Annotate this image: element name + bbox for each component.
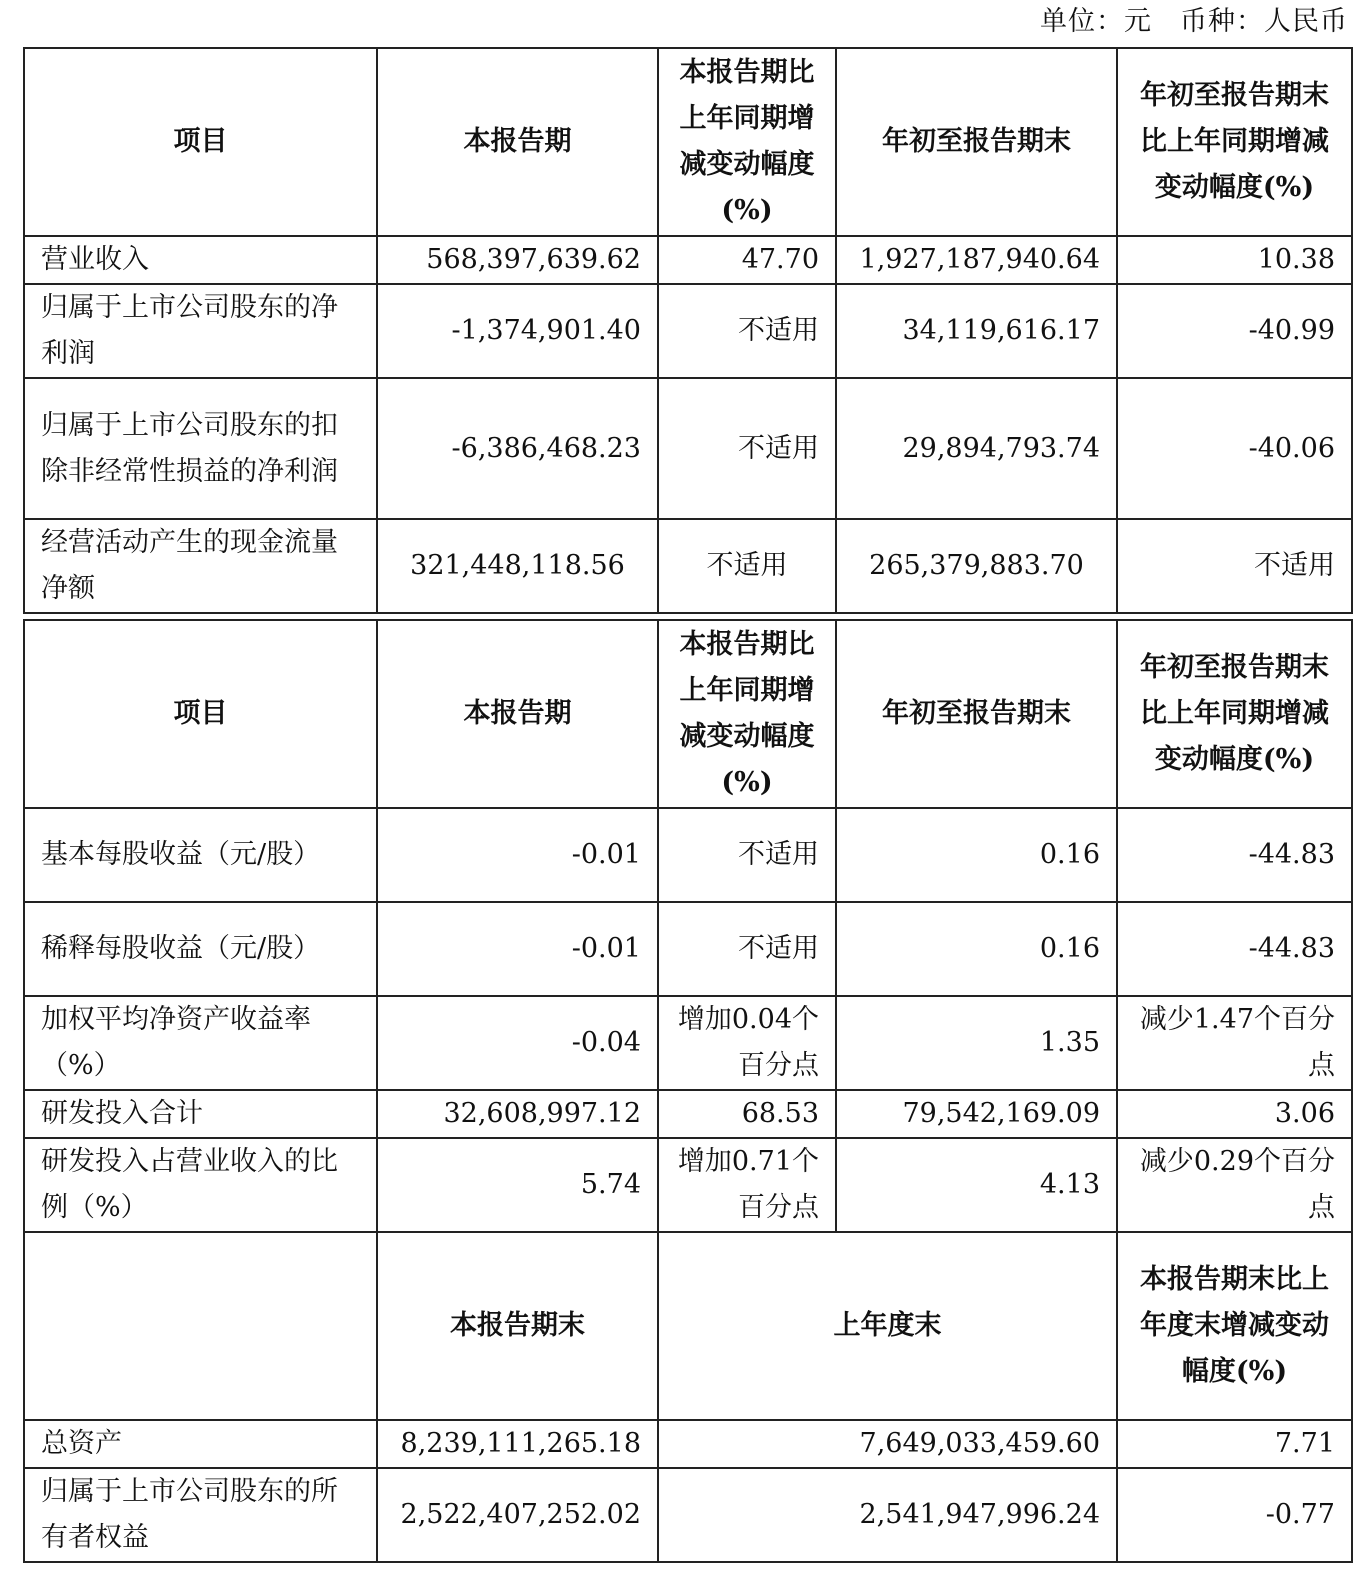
cell-value: 不适用	[658, 284, 836, 378]
cell-value: 1.35	[836, 996, 1117, 1090]
cell-value: 8,239,111,265.18	[377, 1420, 658, 1468]
row-label: 研发投入合计	[24, 1090, 377, 1138]
cell-value: 34,119,616.17	[836, 284, 1117, 378]
row-label: 稀释每股收益（元/股）	[24, 902, 377, 996]
cell-value: 68.53	[658, 1090, 836, 1138]
row-label: 基本每股收益（元/股）	[24, 808, 377, 902]
header-period-end: 本报告期末	[377, 1232, 658, 1420]
cell-value: 不适用	[658, 519, 836, 613]
table-row	[24, 378, 1352, 519]
header-current-period-yoy: 本报告期比上年同期增减变动幅度(%)	[658, 48, 836, 236]
row-label: 加权平均净资产收益率（%）	[24, 996, 377, 1090]
cell-value: 增加0.71个百分点	[658, 1138, 836, 1232]
cell-value: 减少0.29个百分点	[1117, 1138, 1352, 1232]
cell-value: -0.01	[377, 808, 658, 902]
key-financials-table	[23, 47, 1353, 614]
cell-value: -1,374,901.40	[377, 284, 658, 378]
row-label: 研发投入占营业收入的比例（%）	[24, 1138, 377, 1232]
header-ytd-yoy: 年初至报告期末比上年同期增减变动幅度(%)	[1117, 48, 1352, 236]
cell-value: 265,379,883.70	[836, 519, 1117, 613]
row-label: 归属于上市公司股东的扣除非经常性损益的净利润	[24, 378, 377, 519]
balance-header-row	[24, 1232, 1352, 1420]
cell-value: 47.70	[658, 236, 836, 284]
table-row	[24, 1468, 1352, 1562]
unit-currency-note: 单位：元 币种：人民币	[1040, 6, 1348, 37]
cell-value: -40.06	[1117, 378, 1352, 519]
table-row	[24, 284, 1352, 378]
cell-value: -0.01	[377, 902, 658, 996]
cell-value: 568,397,639.62	[377, 236, 658, 284]
header-ytd: 年初至报告期末	[836, 48, 1117, 236]
header-item: 项目	[24, 620, 377, 808]
row-label: 归属于上市公司股东的所有者权益	[24, 1468, 377, 1562]
header-blank	[24, 1232, 377, 1420]
cell-value: 减少1.47个百分点	[1117, 996, 1352, 1090]
table-header-row	[24, 620, 1352, 808]
header-ytd: 年初至报告期末	[836, 620, 1117, 808]
table-row	[24, 236, 1352, 284]
cell-value: -44.83	[1117, 808, 1352, 902]
cell-value: 7.71	[1117, 1420, 1352, 1468]
table-row	[24, 902, 1352, 996]
cell-value: -0.77	[1117, 1468, 1352, 1562]
row-label: 营业收入	[24, 236, 377, 284]
table-row	[24, 1420, 1352, 1468]
cell-value: 3.06	[1117, 1090, 1352, 1138]
cell-value: 5.74	[377, 1138, 658, 1232]
header-item: 项目	[24, 48, 377, 236]
table-row	[24, 1090, 1352, 1138]
cell-value: 32,608,997.12	[377, 1090, 658, 1138]
cell-value: 不适用	[658, 808, 836, 902]
table-row	[24, 808, 1352, 902]
header-period-end-change: 本报告期末比上年度末增减变动幅度(%)	[1117, 1232, 1352, 1420]
cell-value: 0.16	[836, 902, 1117, 996]
cell-value: 不适用	[658, 902, 836, 996]
cell-value: -6,386,468.23	[377, 378, 658, 519]
cell-value: 增加0.04个百分点	[658, 996, 836, 1090]
header-ytd-yoy: 年初至报告期末比上年同期增减变动幅度(%)	[1117, 620, 1352, 808]
cell-value: 2,541,947,996.24	[658, 1468, 1117, 1562]
header-current-period-yoy: 本报告期比上年同期增减变动幅度(%)	[658, 620, 836, 808]
cell-value: 不适用	[658, 378, 836, 519]
table-row	[24, 1138, 1352, 1232]
cell-value: 1,927,187,940.64	[836, 236, 1117, 284]
row-label: 归属于上市公司股东的净利润	[24, 284, 377, 378]
cell-value: 29,894,793.74	[836, 378, 1117, 519]
cell-value: 4.13	[836, 1138, 1117, 1232]
row-label: 经营活动产生的现金流量净额	[24, 519, 377, 613]
header-prior-year-end: 上年度末	[658, 1232, 1117, 1420]
row-label: 总资产	[24, 1420, 377, 1468]
cell-value: 0.16	[836, 808, 1117, 902]
cell-value: -40.99	[1117, 284, 1352, 378]
cell-value: -44.83	[1117, 902, 1352, 996]
cell-value: 10.38	[1117, 236, 1352, 284]
table-header-row	[24, 48, 1352, 236]
table-row	[24, 519, 1352, 613]
header-current-period: 本报告期	[377, 48, 658, 236]
per-share-and-balance-table	[23, 619, 1353, 1563]
header-current-period: 本报告期	[377, 620, 658, 808]
cell-value: 2,522,407,252.02	[377, 1468, 658, 1562]
cell-value: 不适用	[1117, 519, 1352, 613]
cell-value: 79,542,169.09	[836, 1090, 1117, 1138]
cell-value: 7,649,033,459.60	[658, 1420, 1117, 1468]
cell-value: 321,448,118.56	[377, 519, 658, 613]
table-row	[24, 996, 1352, 1090]
cell-value: -0.04	[377, 996, 658, 1090]
